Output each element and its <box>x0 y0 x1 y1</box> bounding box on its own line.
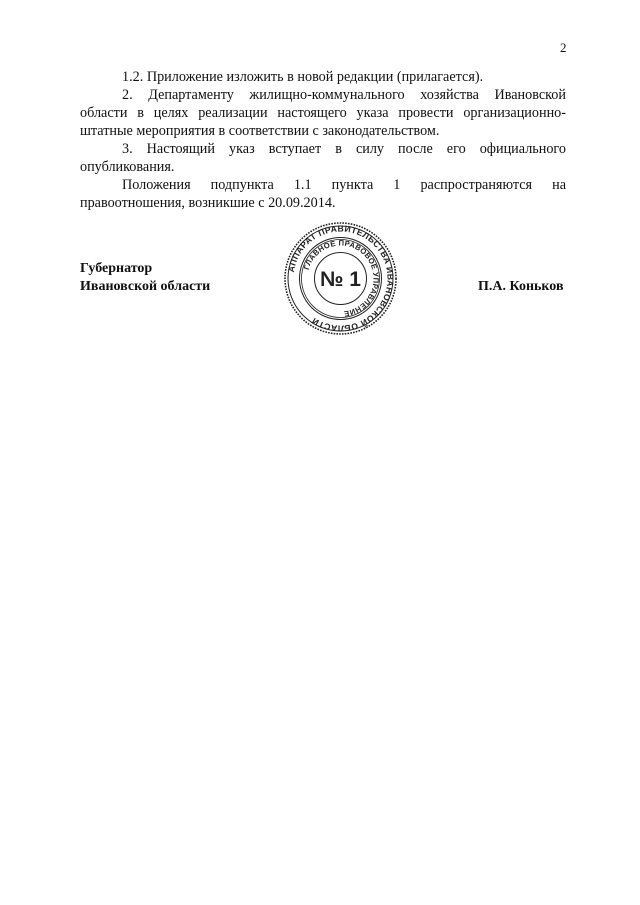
signatory-title-line2: Ивановской области <box>80 279 211 294</box>
stamp-outer-text: АППАРАТ ПРАВИТЕЛЬСТВА ИВАНОВСКОЙ ОБЛАСТИ <box>285 223 396 334</box>
official-stamp <box>283 221 398 336</box>
paragraph-1-2: 1.2. Приложение изложить в новой редакции (прилагается). <box>122 69 484 85</box>
stamp-number: № 1 <box>320 268 361 291</box>
paragraph-effective-date: Положения подпункта 1.1 пункта 1 распространяются на правоотношения, возникшие с 20.09.2014. <box>80 177 566 211</box>
page-number: 2 <box>560 40 567 55</box>
signatory-title <box>80 260 210 296</box>
signatory-name: П.А. Коньков <box>478 279 564 294</box>
paragraph-3: 3. Настоящий указ вступает в силу после его официального опубликования. <box>80 141 566 175</box>
stamp-inner-text: ГЛАВНОЕ ПРАВОВОЕ УПРАВЛЕНИЕ <box>301 238 381 319</box>
document-body <box>80 68 566 212</box>
paragraph-2: 2. Департаменту жилищно-коммунального хозяйства Ивановской области в целях реализации настоящего указа провести организационно-штатные мероприятия в соответствии с законодательством. <box>80 87 566 139</box>
stamp-seal <box>283 221 398 336</box>
signatory-title-line1: Губернатор <box>80 261 153 276</box>
